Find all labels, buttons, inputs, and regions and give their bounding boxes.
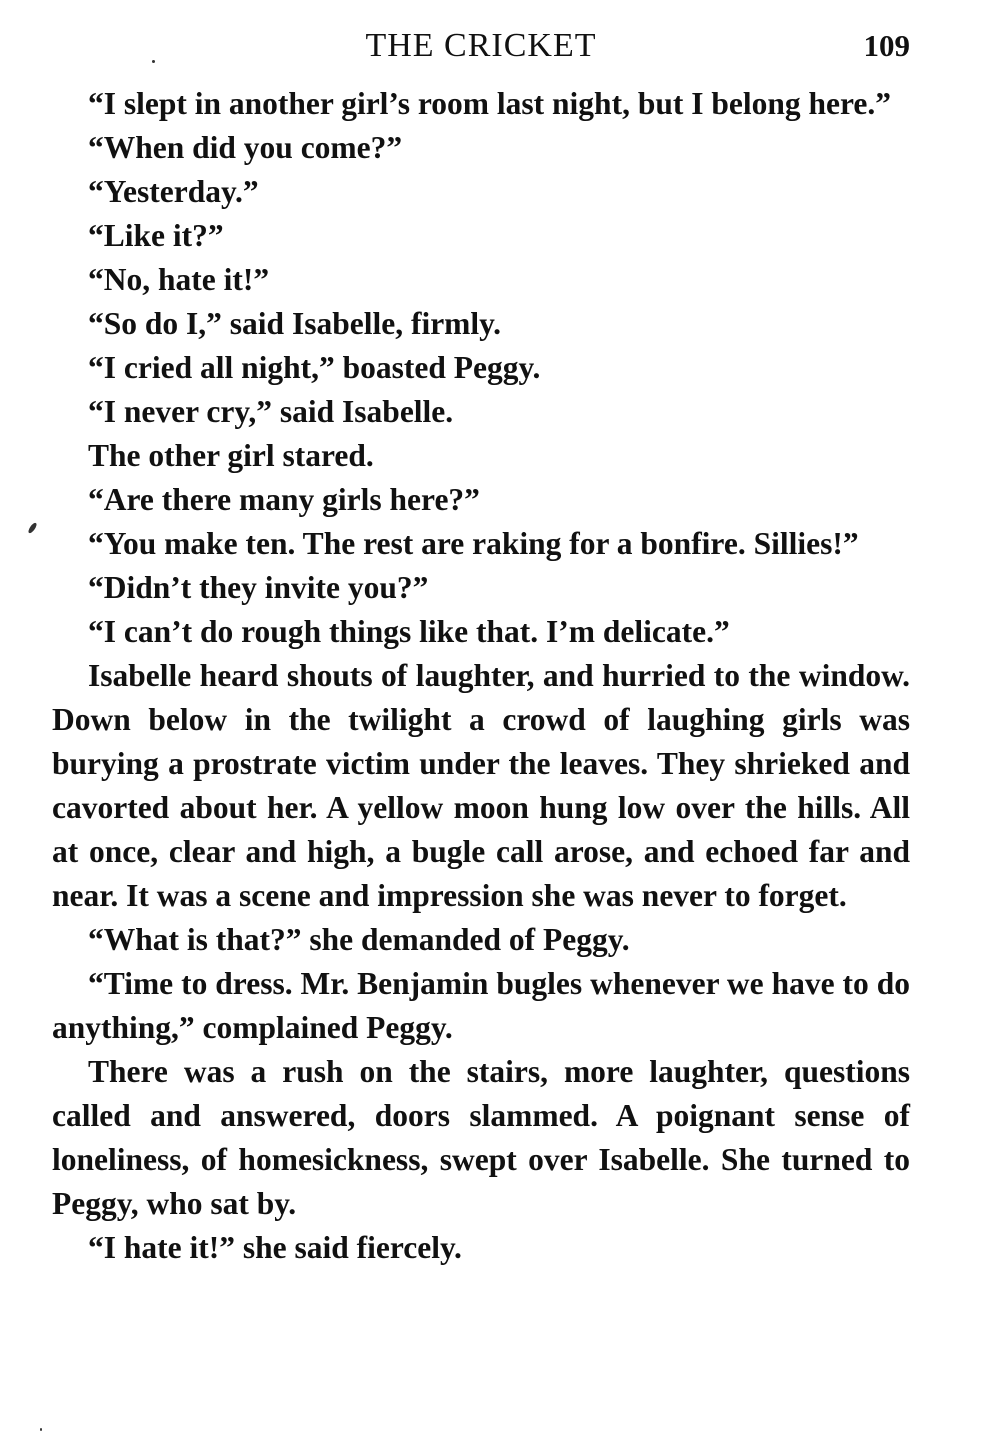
scan-speck (40, 1428, 42, 1431)
paragraph: The other girl stared. (88, 438, 374, 473)
running-title: THE CRICKET (365, 27, 597, 64)
paragraph: “No, hate it!” (88, 262, 270, 297)
paragraph: “I hate it!” she said fiercely. (88, 1230, 462, 1265)
paragraph: “You make ten. The rest are raking for a bonfire. Sillies!” (88, 526, 859, 561)
paragraph: “I never cry,” said Isabelle. (88, 394, 454, 429)
paragraph: “What is that?” she demanded of Peggy. (88, 922, 630, 957)
paragraph: Isabelle heard shouts of laughter, and hurried to the window. Down below in the twilight a crowd of laughing girls was burying a prostrate victim under the leaves. They shrieked and cavorted about her. A yellow moon hung low over the hills. All at once, clear and high, a bugle call arose, and echoed far and near. It was a scene and impression she was never to forget. (52, 658, 910, 913)
paragraph: “Time to dress. Mr. Benjamin bugles whenever we have to do anything,” complained Peggy. (52, 966, 910, 1045)
paragraph: “Didn’t they invite you?” (88, 570, 429, 605)
paragraph: “I slept in another girl’s room last night, but I belong here.” (88, 86, 892, 121)
paragraph: “I cried all night,” boasted Peggy. (88, 350, 541, 385)
scan-speck (27, 522, 38, 535)
paragraph: There was a rush on the stairs, more laughter, questions called and answered, doors slammed. A poignant sense of loneliness, of homesickness, swept over Isabelle. She turned to Peggy, who sat by. (52, 1054, 910, 1221)
page-number: 109 (863, 28, 910, 63)
scan-speck (152, 60, 155, 63)
body-text (52, 82, 910, 1270)
paragraph: “Yesterday.” (88, 174, 259, 209)
paragraph: “So do I,” said Isabelle, firmly. (88, 306, 502, 341)
paragraph: “Are there many girls here?” (88, 482, 480, 517)
running-head (52, 24, 910, 68)
paragraph: “Like it?” (88, 218, 224, 253)
paragraph: “When did you come?” (88, 130, 403, 165)
paragraph: “I can’t do rough things like that. I’m delicate.” (88, 614, 730, 649)
